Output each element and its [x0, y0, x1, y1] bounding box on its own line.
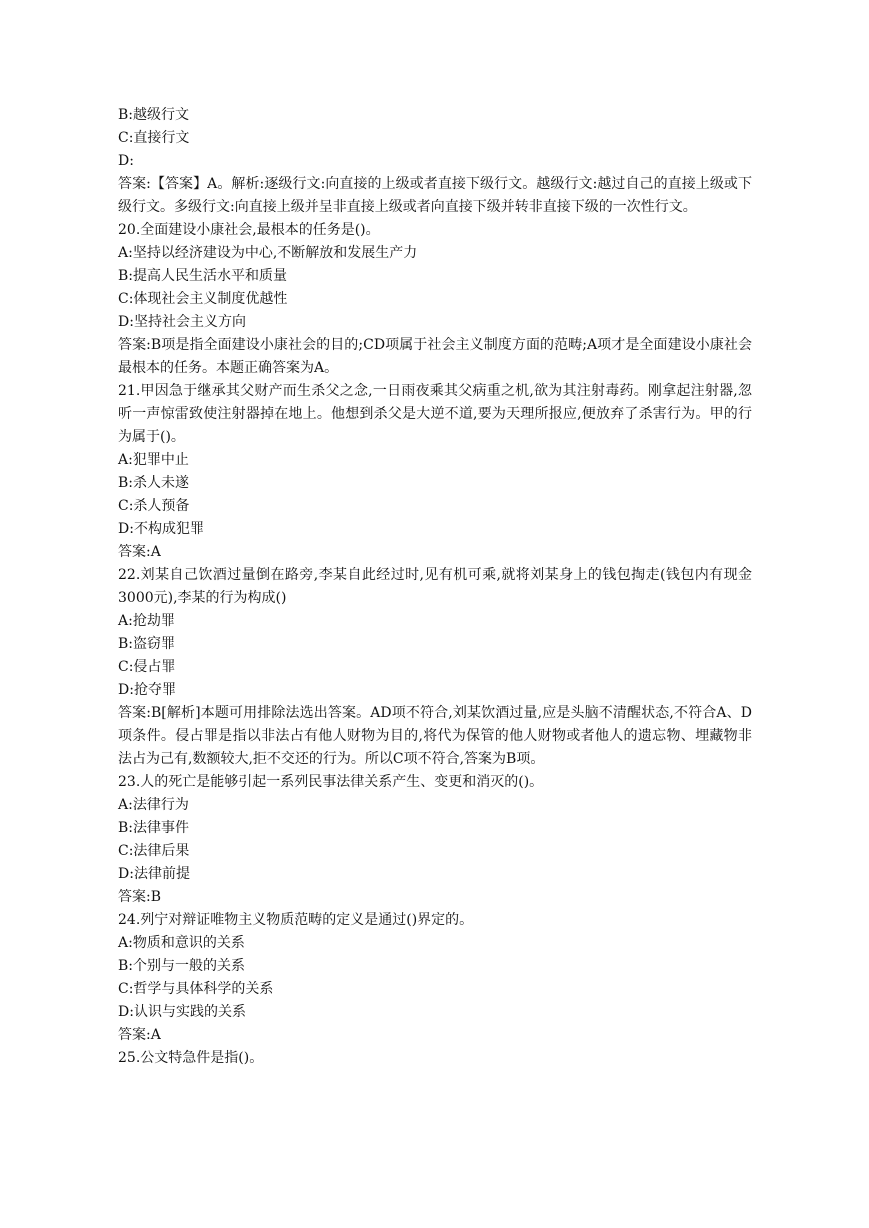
question-21: 21.甲因急于继承其父财产而生杀父之念,一日雨夜乘其父病重之机,欲为其注射毒药。刚拿起注射器,忽听一声惊雷致使注射器掉在地上。他想到杀父是大逆不道,要为天理所报应,便放弃了杀害行为。甲的行为属于()。 — [118, 383, 752, 445]
option-c-text: C:杀人预备 — [118, 498, 190, 514]
option-c-text: C:哲学与具体科学的关系 — [118, 981, 274, 997]
option-c-text: C:侵占罪 — [118, 659, 176, 675]
option-c-text: C:法律后果 — [118, 843, 190, 859]
question-25: 25.公文特急件是指()。 — [118, 1050, 264, 1066]
option-d-text: D:抢夺罪 — [118, 682, 176, 698]
answer-text: 答案:A — [118, 1027, 161, 1043]
option-b-text: B:越级行文 — [118, 107, 190, 123]
question-20: 20.全面建设小康社会,最根本的任务是()。 — [118, 222, 380, 238]
question-23: 23.人的死亡是能够引起一系列民事法律关系产生、变更和消灭的()。 — [118, 774, 544, 790]
option-d-text: D:不构成犯罪 — [118, 521, 204, 537]
option-b-text: B:盗窃罪 — [118, 636, 176, 652]
option-b-text: B:提高人民生活水平和质量 — [118, 268, 288, 284]
document-body — [118, 104, 752, 1070]
option-d-text: D:认识与实践的关系 — [118, 1004, 246, 1020]
answer-text: 答案:A — [118, 544, 161, 560]
option-a-text: A:坚持以经济建设为中心,不断解放和发展生产力 — [118, 245, 418, 261]
option-b-text: B:杀人未遂 — [118, 475, 190, 491]
option-a-text: A:犯罪中止 — [118, 452, 189, 468]
question-24: 24.列宁对辩证唯物主义物质范畴的定义是通过()界定的。 — [118, 912, 474, 928]
option-d-text: D: — [118, 153, 134, 169]
option-c-text: C:体现社会主义制度优越性 — [118, 291, 288, 307]
option-a-text: A:法律行为 — [118, 797, 189, 813]
option-b-text: B:个别与一般的关系 — [118, 958, 246, 974]
option-a-text: A:物质和意识的关系 — [118, 935, 245, 951]
answer-explanation: 答案:B项是指全面建设小康社会的目的;CD项属于社会主义制度方面的范畴;A项才是全面建设小康社会最根本的任务。本题正确答案为A。 — [118, 337, 752, 376]
option-a-text: A:抢劫罪 — [118, 613, 175, 629]
answer-explanation: 答案:B[解析]本题可用排除法选出答案。AD项不符合,刘某饮酒过量,应是头脑不清醒状态,不符合A、D项条件。侵占罪是指以非法占有他人财物为目的,将代为保管的他人财物或者他人的遗忘物、埋藏物非法占为己有,数额较大,拒不交还的行为。所以C项不符合,答案为B项。 — [118, 705, 752, 767]
option-b-text: B:法律事件 — [118, 820, 190, 836]
question-22: 22.刘某自己饮酒过量倒在路旁,李某自此经过时,见有机可乘,就将刘某身上的钱包掏走(钱包内有现金3000元),李某的行为构成() — [118, 567, 752, 606]
option-d-text: D:坚持社会主义方向 — [118, 314, 246, 330]
answer-explanation: 答案:【答案】A。解析:逐级行文:向直接的上级或者直接下级行文。越级行文:越过自己的直接上级或下级行文。多级行文:向直接上级并呈非直接上级或者向直接下级并转非直接下级的一次性行文。 — [118, 176, 752, 215]
option-c-text: C:直接行文 — [118, 130, 190, 146]
answer-text: 答案:B — [118, 889, 162, 905]
option-d-text: D:法律前提 — [118, 866, 190, 882]
